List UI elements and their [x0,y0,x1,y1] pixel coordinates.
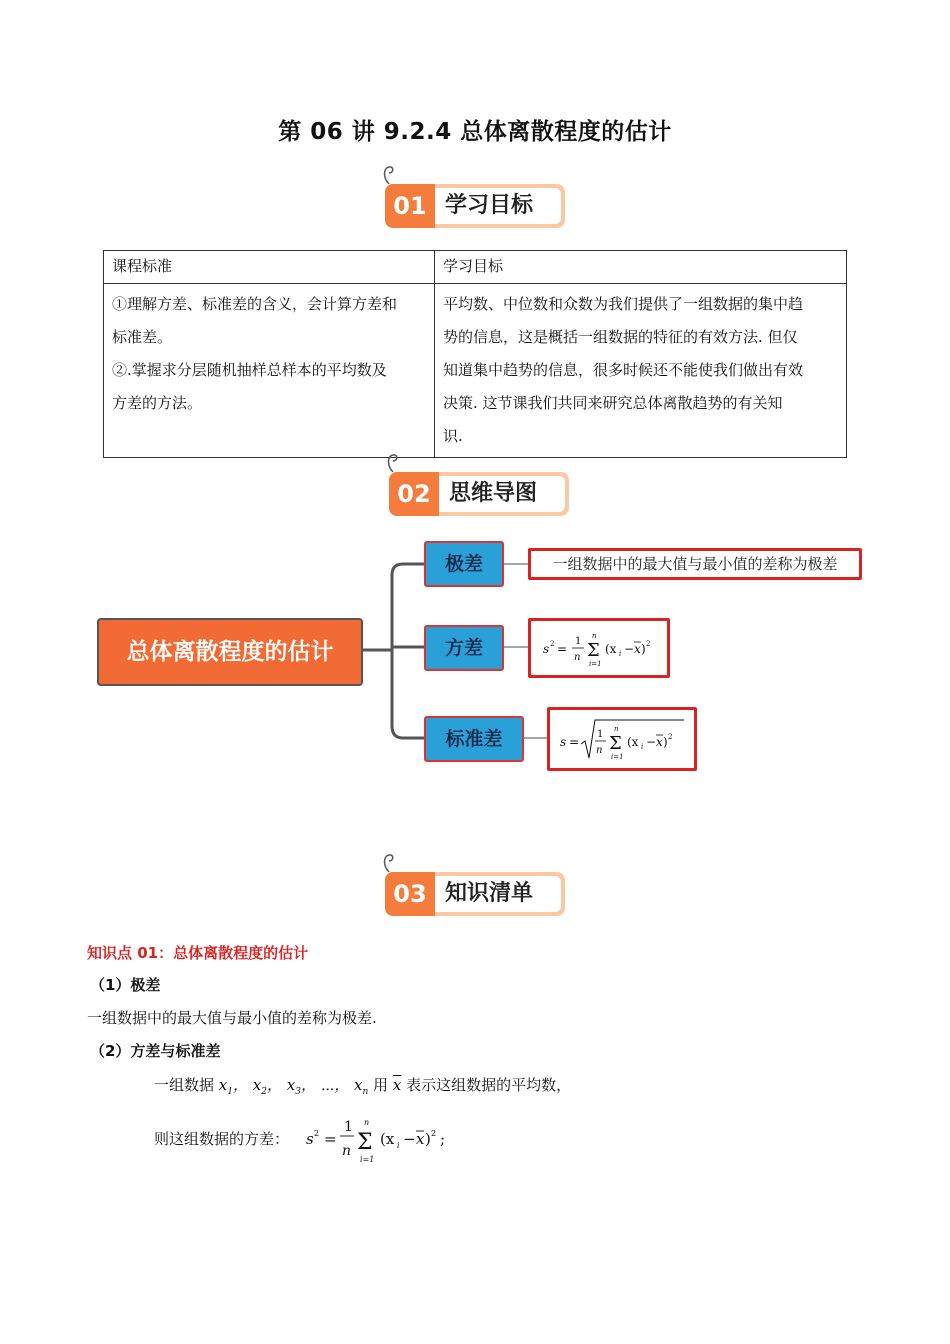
goal-line: 平均数、中位数和众数为我们提供了一组数据的集中趋 [443,295,804,313]
mindmap-root: 总体离散程度的估计 [97,618,363,686]
section-number: 01 [385,184,435,228]
svg-text:Σ: Σ [357,1130,373,1155]
subheading-range: （1）极差 [90,976,161,994]
section-label: 学习目标 [445,193,534,218]
svg-text:−: − [646,735,657,749]
clip-icon [381,852,397,874]
svg-text:2: 2 [550,640,555,648]
data-sequence: $x_1$， $x_2$， $x_3$， ⋯， $x_n$ [218,1076,369,1097]
standard-line: ②.掌握求分层随机抽样总样本的平均数及 [112,361,387,379]
svg-text:): ) [425,1130,431,1148]
svg-text:n: n [592,632,597,640]
section-label: 知识清单 [445,881,534,906]
mean-symbol: $\overline{x}$ [392,1076,402,1094]
svg-text:n: n [596,745,603,756]
line1-mid: 用 [373,1076,389,1094]
line1-prefix: 一组数据 [154,1076,215,1094]
goal-line: 决策. 这节课我们共同来研究总体离散趋势的有关知 [443,394,783,412]
svg-text:=: = [324,1130,337,1148]
section-number: 03 [385,872,435,916]
line2-prefix: 则这组数据的方差： [154,1130,290,1148]
table-header-goal: 学习目标 [435,251,847,284]
mindmap-node-variance: 方差 [424,625,504,671]
goal-line: 势的信息，这是概括一组数据的特征的有效方法. 但仅 [443,328,798,346]
svg-text:s: s [560,735,567,749]
svg-text:Σ: Σ [609,733,622,754]
svg-text:1: 1 [597,729,604,740]
svg-text:): ) [663,735,668,749]
goal-line: 知道集中趋势的信息，很多时候还不能使我们做出有效 [443,361,804,379]
subheading-variance: （2）方差与标准差 [90,1042,221,1060]
mindmap-node-stddev: 标准差 [424,716,524,762]
variance-formula [531,621,667,675]
svg-text:2: 2 [646,640,651,648]
svg-text:x: x [416,1130,425,1148]
knowledge-point-title: 知识点 01：总体离散程度的估计 [87,944,309,962]
page-title: 第 06 讲 9.2.4 总体离散程度的估计 [278,119,672,145]
svg-text:=: = [557,642,568,656]
svg-text:i: i [641,743,644,751]
line1-suffix: 表示这组数据的平均数， [406,1076,572,1094]
section-number: 02 [389,472,439,516]
range-definition: 一组数据中的最大值与最小值的差称为极差. [87,1009,377,1027]
section-label: 思维导图 [449,481,538,506]
table-header-standard: 课程标准 [104,251,435,284]
range-definition-box: 一组数据中的最大值与最小值的差称为极差 [528,548,862,580]
svg-text:(x: (x [380,1130,395,1148]
variance-line [154,1128,289,1149]
svg-text:n: n [342,1143,352,1159]
svg-text:=: = [569,735,580,749]
standard-line: 标准差。 [112,328,173,346]
svg-text:i: i [397,1141,400,1150]
mindmap-node-range: 极差 [424,541,504,587]
svg-text:2: 2 [668,733,673,741]
svg-text:i=1: i=1 [360,1155,375,1164]
svg-text:i: i [619,650,622,658]
svg-text:x: x [656,735,663,749]
svg-text:x: x [634,642,641,656]
svg-text:i=1: i=1 [611,753,624,761]
variance-formula-box [528,618,670,678]
svg-text:): ) [641,642,646,656]
svg-text:n: n [364,1118,370,1127]
svg-text:s: s [306,1130,314,1148]
svg-text:;: ; [440,1130,446,1148]
variance-formula-inline [302,1112,462,1166]
svg-text:(x: (x [627,735,639,749]
standard-line: 方差的方法。 [112,394,203,412]
stddev-formula-box [547,707,697,771]
svg-text:n: n [574,652,581,663]
svg-text:Σ: Σ [587,640,600,661]
goal-line: 识. [443,427,463,445]
svg-text:−: − [624,642,635,656]
standard-line: ①理解方差、标准差的含义，会计算方差和 [112,295,398,313]
data-set-line [154,1074,571,1097]
svg-text:−: − [403,1130,416,1148]
svg-text:2: 2 [431,1129,437,1138]
svg-text:i=1: i=1 [589,660,602,668]
svg-text:1: 1 [344,1119,353,1135]
svg-text:1: 1 [575,636,582,647]
svg-text:(x: (x [605,642,617,656]
svg-text:n: n [614,725,619,733]
svg-text:2: 2 [314,1129,320,1138]
stddev-formula [550,710,694,768]
svg-text:s: s [543,642,550,656]
section-badge-knowledge [385,862,565,908]
